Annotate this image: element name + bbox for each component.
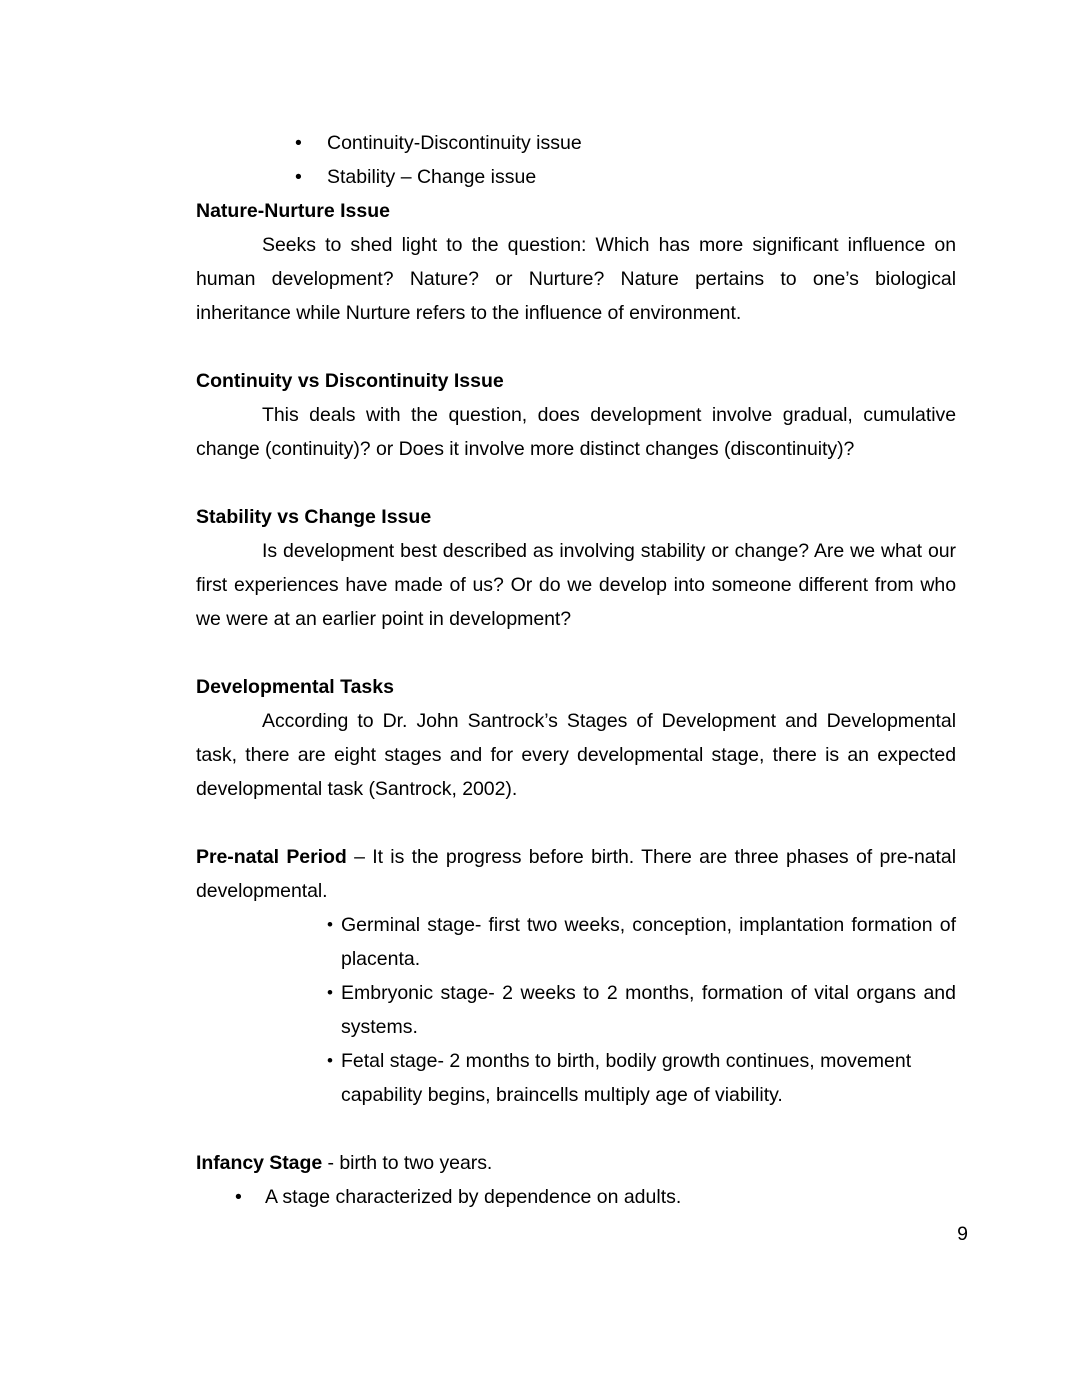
paragraph-spacer [196, 636, 956, 670]
list-item [327, 908, 956, 976]
prenatal-phases-list [327, 908, 956, 1112]
list-item-label: A stage characterized by dependence on adults. [265, 1186, 682, 1208]
section-heading-developmental-tasks: Developmental Tasks [196, 676, 394, 698]
page-number: 9 [957, 1223, 968, 1245]
section-heading-stability-change: Stability vs Change Issue [196, 506, 432, 528]
section-body-nature-nurture: Seeks to shed light to the question: Which has more significant influence on human development? Nature? or Nurture? Nature pertains to one’s biological inheritance while Nurture refers to the influence of environment. [196, 234, 956, 324]
document-body [196, 126, 956, 1214]
list-item-label: Embryonic stage- 2 weeks to 2 months, formation of vital organs and systems. [341, 982, 956, 1038]
infancy-stage-paragraph [196, 1146, 956, 1180]
list-item-label: Fetal stage- 2 months to birth, bodily growth continues, movement capability begins, braincells multiply age of viability. [341, 1050, 912, 1106]
bullet-dot-icon: • [327, 915, 333, 934]
list-item [196, 1180, 956, 1214]
section-heading-continuity-discontinuity: Continuity vs Discontinuity Issue [196, 370, 504, 392]
section-body-stability-change: Is development best described as involving stability or change? Are we what our first experiences have made of us? Or do we develop into someone different from who we were at an earlier point in development? [196, 540, 956, 630]
paragraph-spacer [196, 1112, 956, 1146]
list-item-label: Germinal stage- first two weeks, conception, implantation formation of placenta. [341, 914, 956, 970]
paragraph-spacer [196, 466, 956, 500]
bullet-dot-icon: • [295, 166, 302, 188]
prenatal-period-description: – It is the progress before birth. There are three phases of pre-natal developmental. [196, 846, 956, 902]
prenatal-period-paragraph [196, 840, 956, 908]
bullet-dot-icon: • [327, 983, 333, 1002]
infancy-bullet-list [196, 1180, 956, 1214]
infancy-stage-description: - birth to two years. [322, 1152, 493, 1174]
prenatal-period-label: Pre-natal Period [196, 846, 347, 868]
list-item [327, 1044, 956, 1112]
list-item [327, 976, 956, 1044]
bullet-dot-icon: • [327, 1051, 333, 1070]
list-item [196, 126, 956, 160]
list-item-label: Stability – Change issue [327, 166, 537, 188]
section-body-continuity-discontinuity: This deals with the question, does development involve gradual, cumulative change (continuity)? or Does it involve more distinct changes (discontinuity)? [196, 404, 956, 460]
bullet-dot-icon: • [235, 1186, 242, 1208]
paragraph-spacer [196, 806, 956, 840]
section-body-developmental-tasks: According to Dr. John Santrock’s Stages of Development and Developmental task, there are eight stages and for every developmental stage, there is an expected developmental task (Santrock, 2002). [196, 710, 956, 800]
bullet-dot-icon: • [295, 132, 302, 154]
top-bullet-list [196, 126, 956, 194]
list-item [196, 160, 956, 194]
section-heading-nature-nurture: Nature-Nurture Issue [196, 200, 390, 222]
infancy-stage-label: Infancy Stage [196, 1152, 323, 1174]
paragraph-spacer [196, 330, 956, 364]
list-item-label: Continuity-Discontinuity issue [327, 132, 582, 154]
